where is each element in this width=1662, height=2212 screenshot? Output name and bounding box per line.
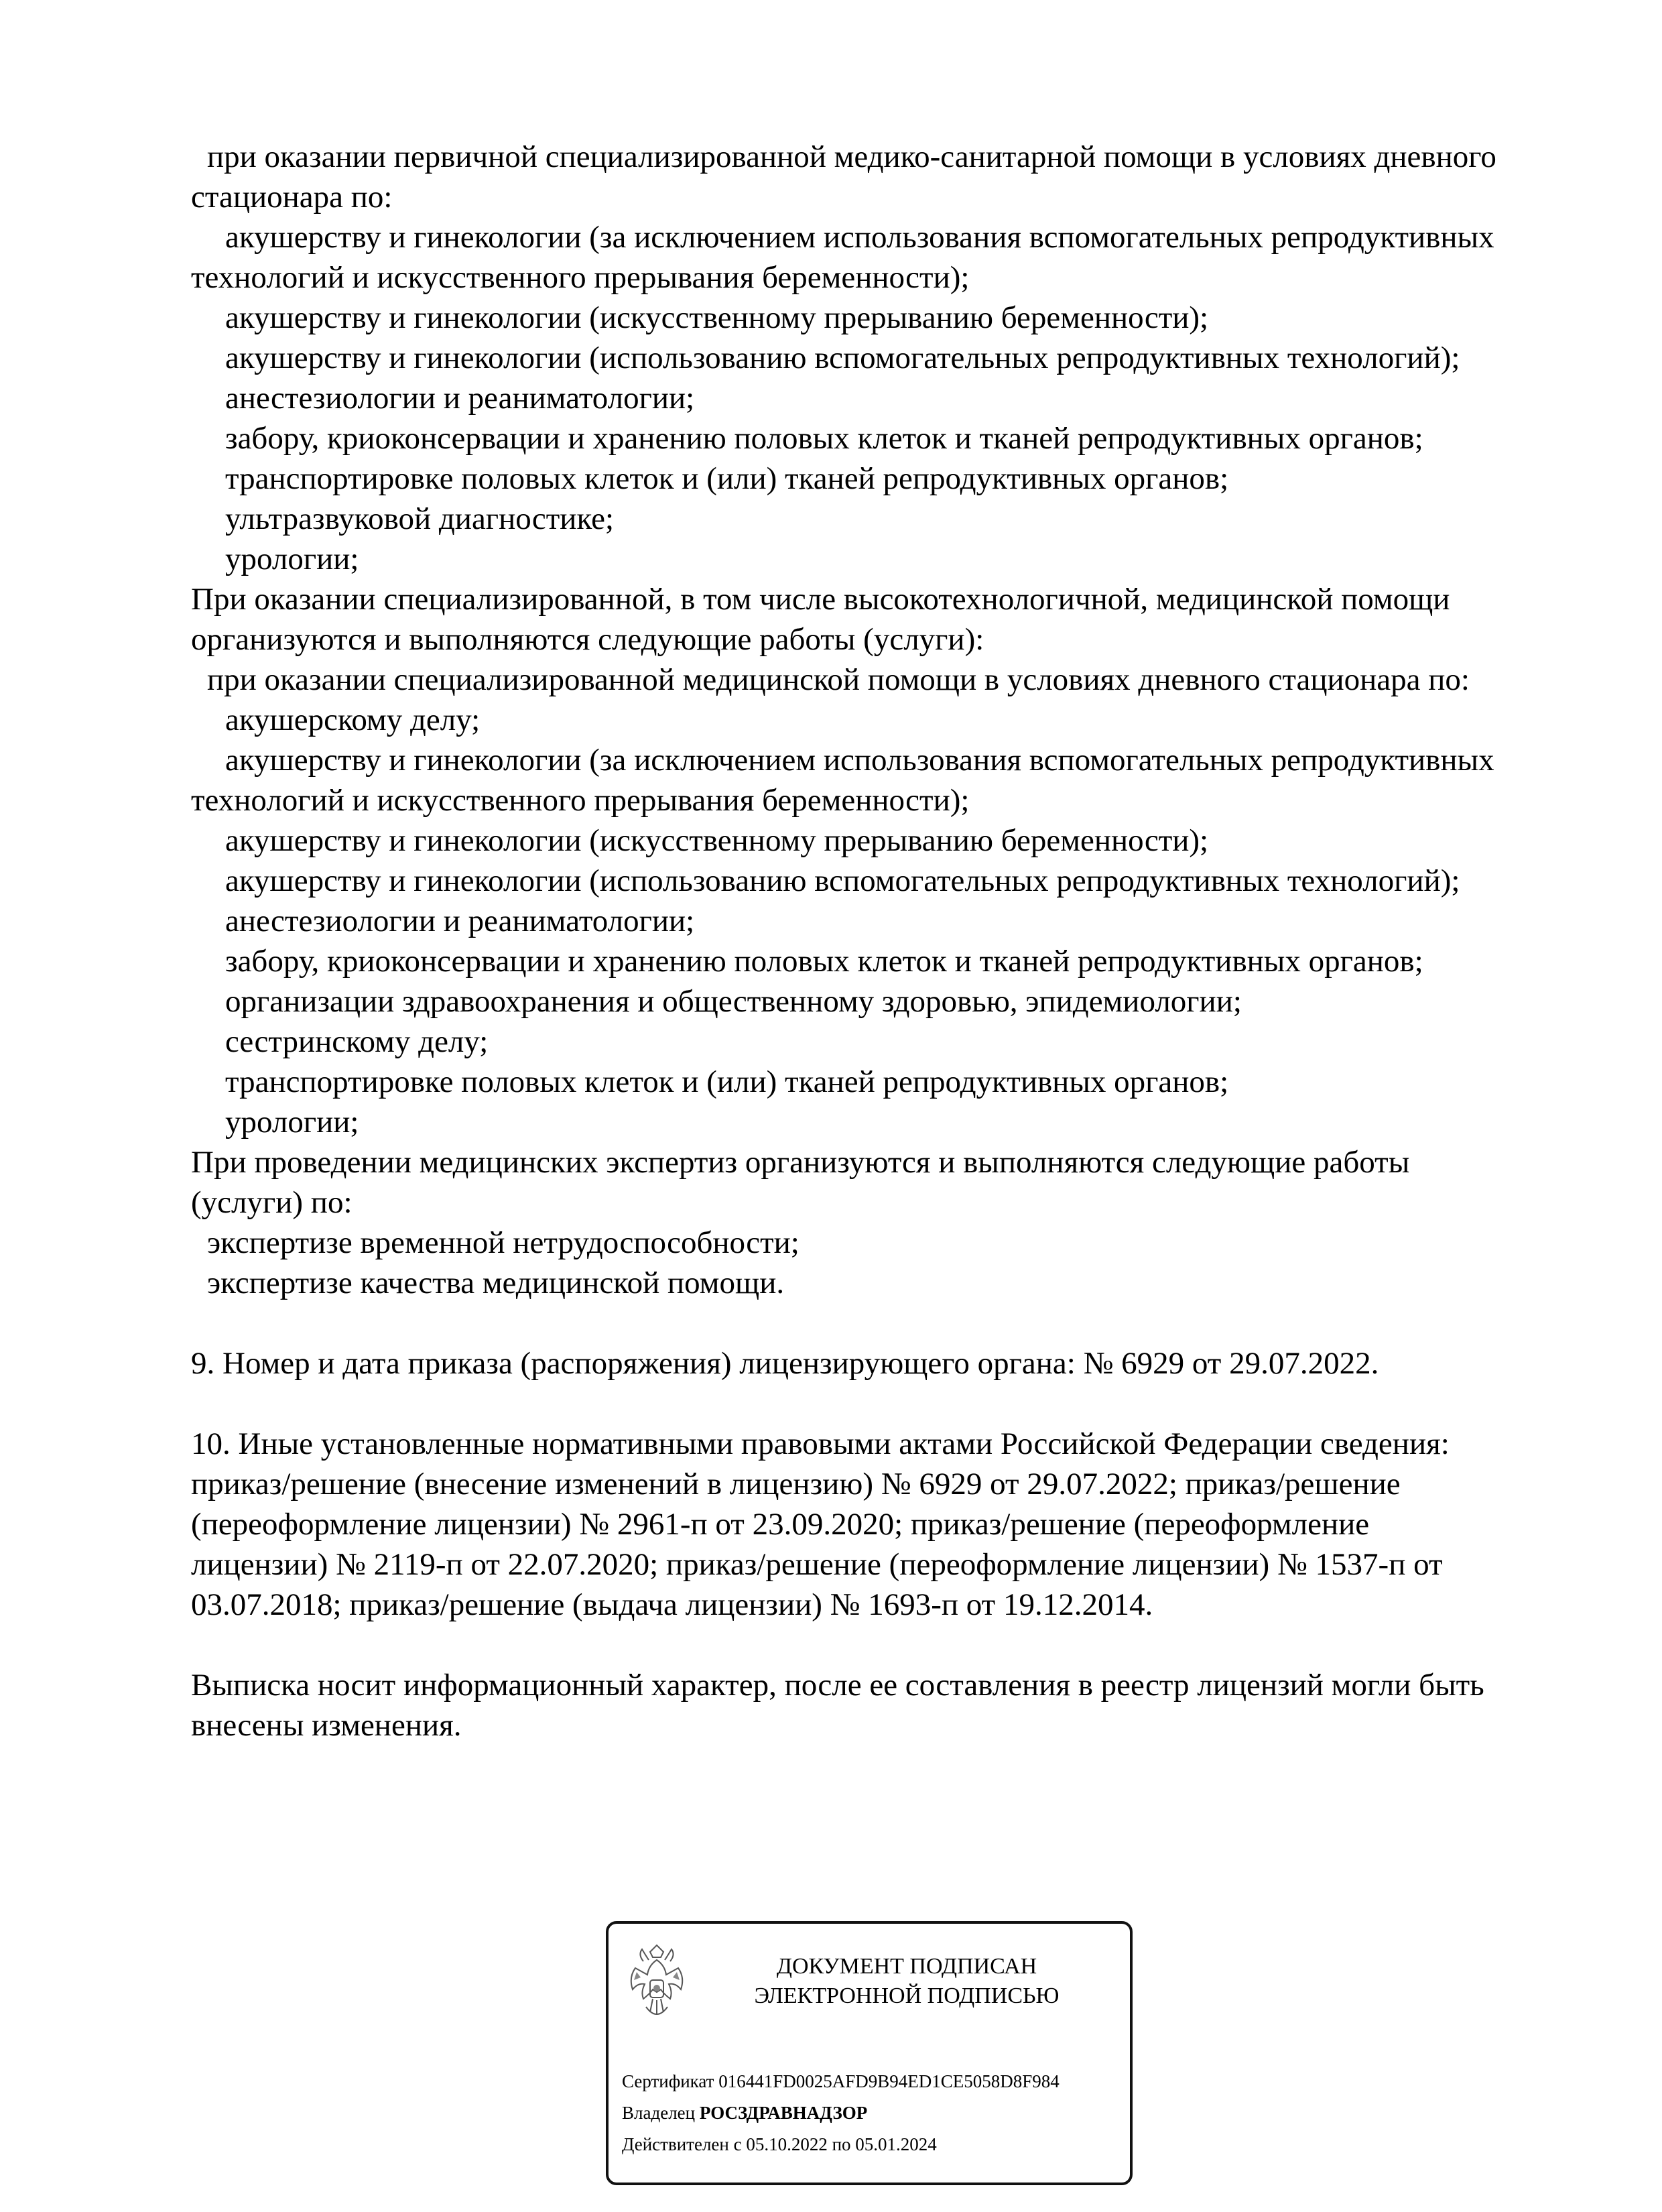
text-line: (услуги) по: [191,1185,353,1220]
text-line: экспертизе временной нетрудоспособности; [207,1225,800,1260]
owner-value: РОСЗДРАВНАДЗОР [699,2103,868,2123]
certificate-row [622,2066,1060,2097]
text-line: при оказании первичной специализированной медико-санитарной помощи в условиях дневного [207,139,1496,174]
signature-title-line: ЭЛЕКТРОННОЙ ПОДПИСЬЮ [754,1983,1060,2008]
item-9: 9. Номер и дата приказа (распоряжения) лицензирующего органа: № 6929 от 29.07.2022. [191,1346,1379,1381]
text-line: акушерству и гинекологии (использованию вспомогательных репродуктивных технологий); [225,341,1460,375]
note-line: внесены изменения. [191,1708,462,1743]
certificate-value: 016441FD0025AFD9B94ED1CE5058D8F984 [718,2071,1060,2091]
document-body [191,137,1551,1745]
text-line: технологий и искусственного прерывания беременности); [191,260,970,295]
validity-row [622,2129,1060,2160]
validity-value: с 05.10.2022 по 05.01.2024 [733,2134,937,2154]
note-line: Выписка носит информационный характер, после ее составления в реестр лицензий могли быть [191,1668,1484,1703]
text-line: акушерству и гинекологии (искусственному прерыванию беременности); [225,823,1209,858]
text-line: организуются и выполняются следующие работы (услуги): [191,622,984,657]
paragraph-gap [191,1384,1551,1424]
item-10-line: лицензии) № 2119-п от 22.07.2020; приказ/решение (переоформление лицензии) № 1537-п от [191,1547,1443,1582]
signature-details [622,2066,1060,2160]
certificate-label: Сертификат [622,2071,714,2091]
text-line: транспортировке половых клеток и (или) тканей репродуктивных органов; [225,1064,1229,1099]
item-10-line: 03.07.2018; приказ/решение (выдача лицензии) № 1693-п от 19.12.2014. [191,1587,1153,1622]
text-line: анестезиологии и реаниматологии; [225,381,695,416]
text-line: акушерскому делу; [225,702,481,737]
text-line: анестезиологии и реаниматологии; [225,904,695,938]
owner-label: Владелец [622,2103,696,2123]
text-line: акушерству и гинекологии (использованию вспомогательных репродуктивных технологий); [225,863,1460,898]
owner-row [622,2097,1060,2129]
text-line: ультразвуковой диагностике; [225,501,615,536]
text-line: технологий и искусственного прерывания беременности); [191,783,970,818]
text-line: экспертизе качества медицинской помощи. [207,1266,785,1300]
text-line: организации здравоохранения и общественному здоровью, эпидемиологии; [225,984,1242,1019]
text-line: акушерству и гинекологии (искусственному прерыванию беременности); [225,300,1209,335]
paragraph-gap [191,1303,1551,1343]
text-line: урологии; [225,1105,359,1140]
item-10-line: 10. Иные установленные нормативными правовыми актами Российской Федерации сведения: [191,1426,1450,1461]
text-line: урологии; [225,542,359,576]
text-line: При проведении медицинских экспертиз организуются и выполняются следующие работы [191,1145,1410,1180]
text-line: забору, криоконсервации и хранению половых клеток и тканей репродуктивных органов; [225,421,1423,456]
item-10-line: (переоформление лицензии) № 2961-п от 23.09.2020; приказ/решение (переоформление [191,1507,1370,1542]
validity-label: Действителен [622,2134,729,2154]
signature-title [696,1952,1118,2011]
text-line: При оказании специализированной, в том числе высокотехнологичной, медицинской помощи [191,582,1450,617]
electronic-signature-stamp [606,1921,1133,2185]
text-line: акушерству и гинекологии (за исключением использования вспомогательных репродуктивных [225,220,1494,255]
text-line: акушерству и гинекологии (за исключением использования вспомогательных репродуктивных [225,743,1494,778]
coat-of-arms-icon [623,1943,690,2030]
text-line: стационара по: [191,180,393,214]
item-10-line: приказ/решение (внесение изменений в лицензию) № 6929 от 29.07.2022; приказ/решение [191,1467,1401,1501]
text-line: транспортировке половых клеток и (или) тканей репродуктивных органов; [225,461,1229,496]
signature-title-line: ДОКУМЕНТ ПОДПИСАН [776,1954,1037,1979]
text-line: забору, криоконсервации и хранению половых клеток и тканей репродуктивных органов; [225,944,1423,979]
text-line: при оказании специализированной медицинской помощи в условиях дневного стационара по: [207,662,1470,697]
text-line: сестринскому делу; [225,1024,489,1059]
paragraph-gap [191,1625,1551,1665]
